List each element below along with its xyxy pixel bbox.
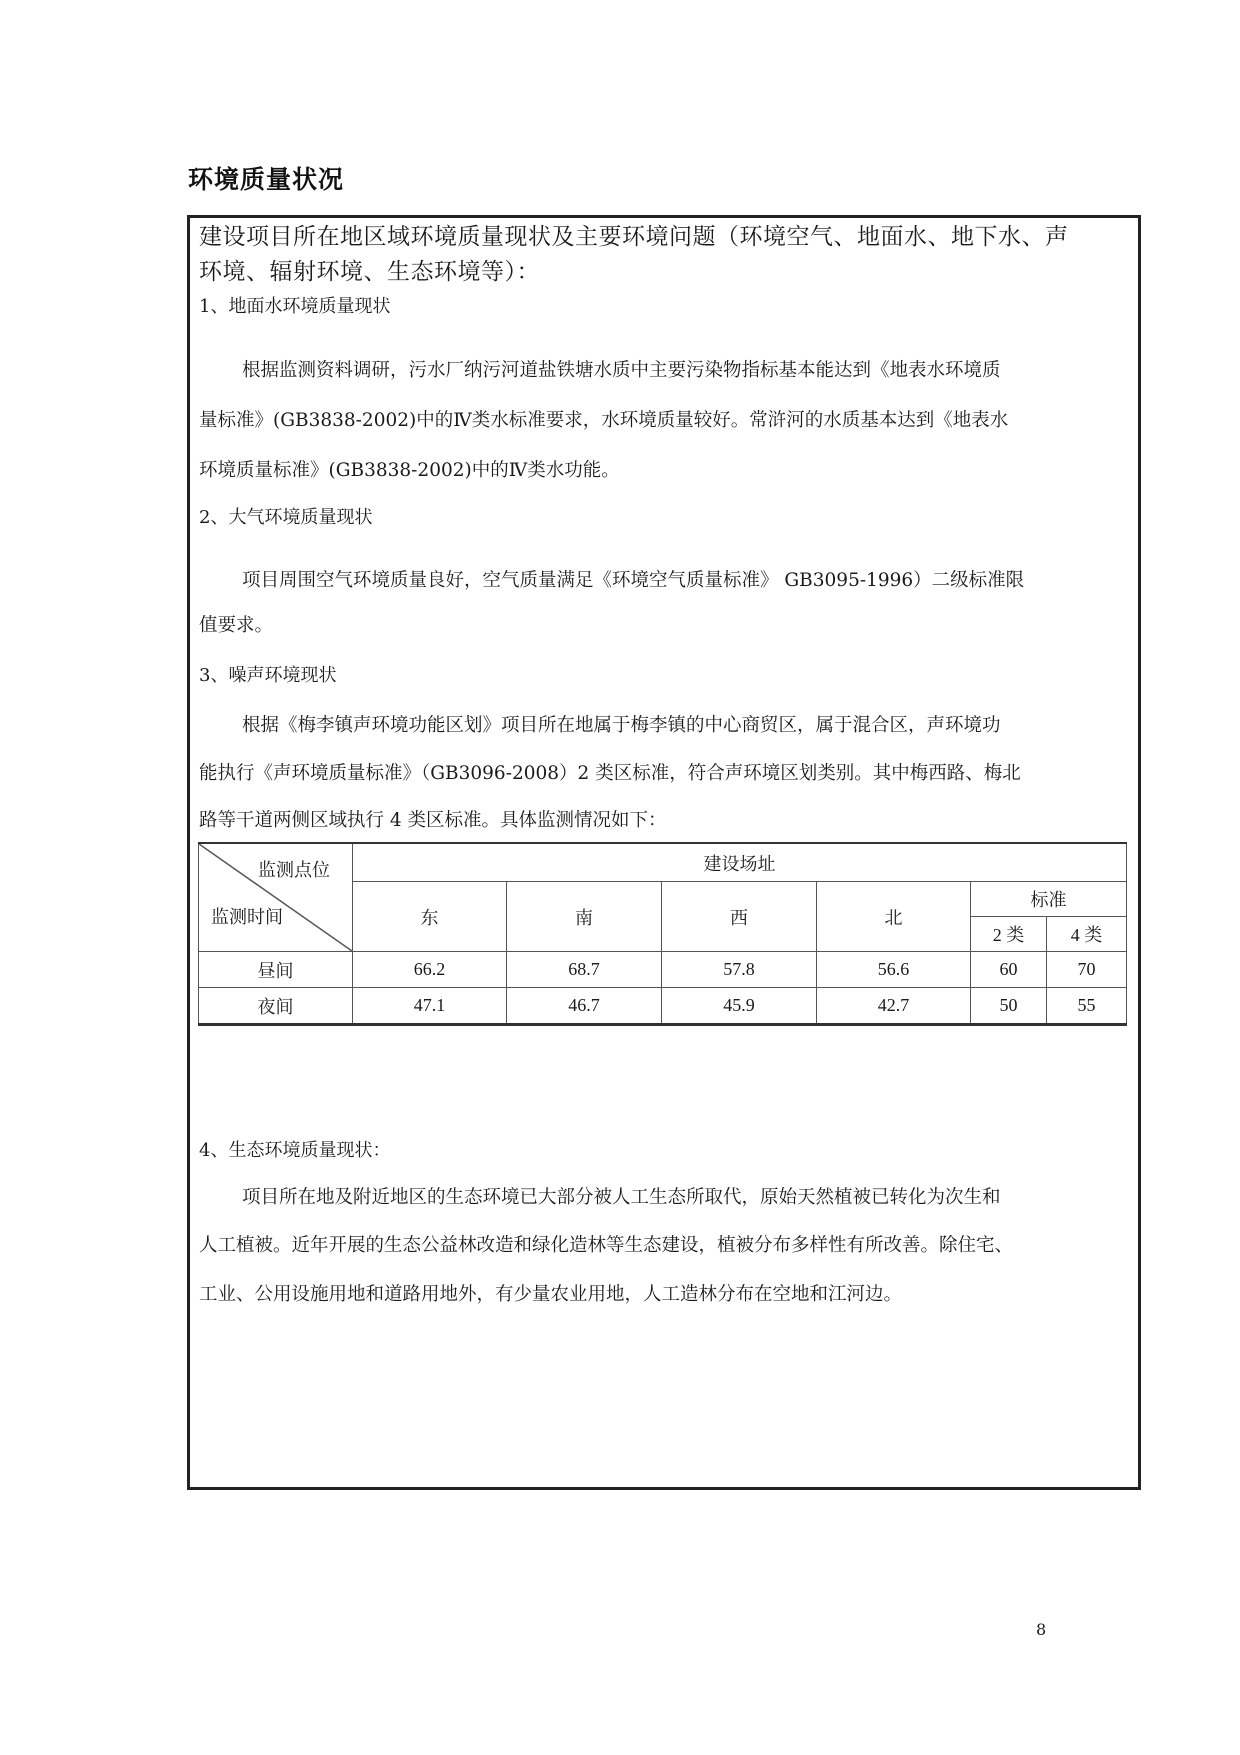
eco-section-title: 4、生态环境质量现状： (199, 1140, 391, 1161)
value-west: 57.8 (662, 952, 817, 988)
direction-west: 西 (662, 882, 817, 952)
value-std-4: 70 (1047, 952, 1127, 988)
water-paragraph-line: 根据监测资料调研，污水厂纳污河道盐铁塘水质中主要污染物指标基本能达到《地表水环境质 (242, 360, 1001, 381)
table-row (199, 988, 1127, 1025)
page-number: 8 (1036, 1620, 1047, 1639)
value-std-2: 60 (971, 952, 1047, 988)
standard-class-4: 4 类 (1047, 917, 1127, 952)
standard-class-2: 2 类 (971, 917, 1047, 952)
value-north: 56.6 (817, 952, 971, 988)
eco-paragraph-line: 工业、公用设施用地和道路用地外，有少量农业用地，人工造林分布在空地和江河边。 (199, 1284, 903, 1305)
row-time: 昼间 (199, 952, 353, 988)
intro-line-2: 环境、辐射环境、生态环境等）： (199, 259, 540, 285)
intro-line-1: 建设项目所在地区域环境质量现状及主要环境问题（环境空气、地面水、地下水、声 (199, 224, 1069, 250)
air-paragraph-line: 值要求。 (199, 615, 274, 636)
water-paragraph-line: 量标准》(GB3838-2002)中的Ⅳ类水标准要求，水环境质量较好。常浒河的水质基本达到《地表水 (199, 410, 1009, 431)
noise-section-title: 3、噪声环境现状 (199, 665, 337, 686)
monitoring-time-label: 监测时间 (211, 907, 283, 927)
noise-paragraph-line: 路等干道两侧区域执行 4 类区标准。具体监测情况如下： (199, 810, 667, 831)
standard-header: 标准 (971, 882, 1127, 917)
noise-monitoring-table (198, 842, 1127, 1026)
value-std-2: 50 (971, 988, 1047, 1025)
value-west: 45.9 (662, 988, 817, 1025)
value-east: 47.1 (353, 988, 507, 1025)
table-row (199, 952, 1127, 988)
air-paragraph-line: 项目周围空气环境质量良好，空气质量满足《环境空气质量标准》 GB3095-1996）二级标准限 (242, 570, 1025, 591)
eco-paragraph-line: 项目所在地及附近地区的生态环境已大部分被人工生态所取代，原始天然植被已转化为次生和 (242, 1187, 1001, 1208)
direction-east: 东 (353, 882, 507, 952)
noise-paragraph-line: 能执行《声环境质量标准》（GB3096-2008）2 类区标准，符合声环境区划类别。其中梅西路、梅北 (199, 763, 1021, 784)
air-section-title: 2、大气环境质量现状 (199, 507, 373, 528)
section-heading: 环境质量状况 (188, 165, 345, 194)
water-section-title: 1、地面水环境质量现状 (199, 296, 391, 317)
site-header: 建设场址 (353, 843, 1127, 882)
direction-south: 南 (507, 882, 662, 952)
noise-paragraph-line: 根据《梅李镇声环境功能区划》项目所在地属于梅李镇的中心商贸区，属于混合区，声环境功 (242, 715, 1001, 736)
row-time: 夜间 (199, 988, 353, 1025)
value-east: 66.2 (353, 952, 507, 988)
eco-paragraph-line: 人工植被。近年开展的生态公益林改造和绿化造林等生态建设，植被分布多样性有所改善。除住宅、 (199, 1235, 1014, 1256)
value-south: 46.7 (507, 988, 662, 1025)
value-north: 42.7 (817, 988, 971, 1025)
water-paragraph-line: 环境质量标准》(GB3838-2002)中的Ⅳ类水功能。 (199, 460, 620, 481)
monitoring-point-label: 监测点位 (258, 860, 330, 880)
value-std-4: 55 (1047, 988, 1127, 1025)
diagonal-header-cell (199, 843, 353, 952)
value-south: 68.7 (507, 952, 662, 988)
direction-north: 北 (817, 882, 971, 952)
